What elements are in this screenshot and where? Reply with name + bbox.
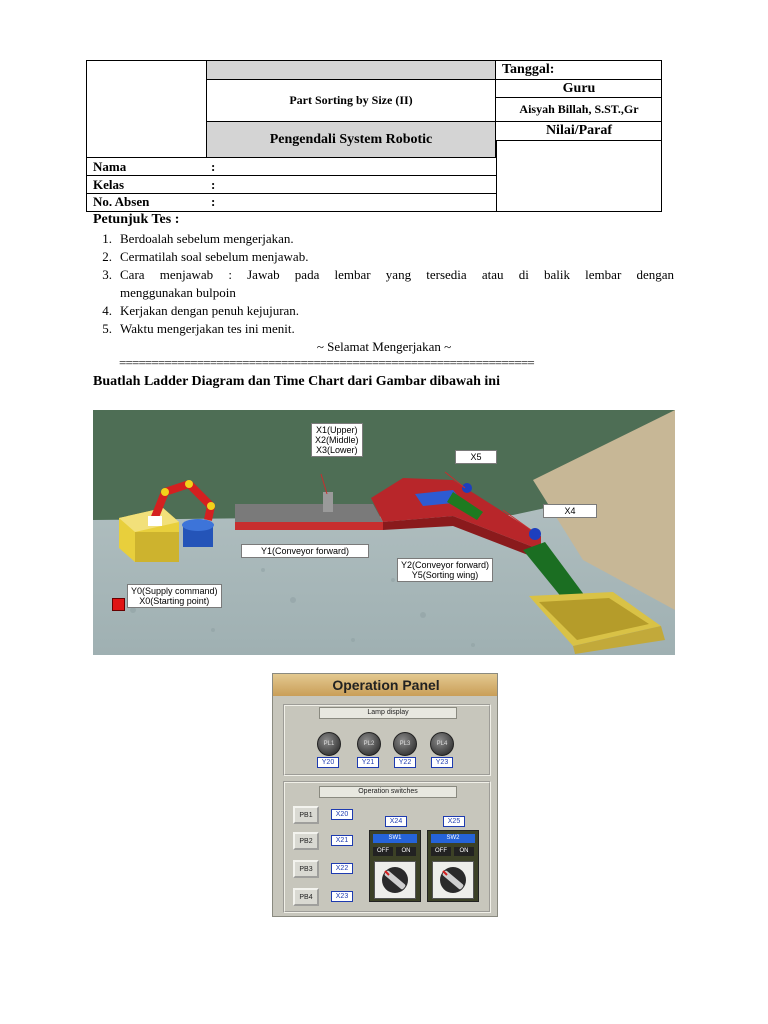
lamp-addr: Y20 (317, 757, 339, 768)
pb2-button[interactable]: PB2 (293, 832, 319, 850)
separator-line: ================================================================ (119, 355, 534, 370)
task-heading: Buatlah Ladder Diagram dan Time Chart dari Gambar dibawah ini (93, 374, 500, 389)
instruction-number: 2. (102, 249, 112, 264)
sw1-label: SW1 (373, 834, 417, 843)
y0-label: Y0(Supply command) (131, 586, 218, 596)
kelas-colon: : (211, 177, 216, 192)
panel-title: Operation Panel (273, 674, 498, 696)
absen-colon: : (211, 194, 216, 209)
lamp-pl3-icon: PL3 (393, 732, 417, 756)
sw1-selector[interactable] (369, 830, 421, 902)
sw2-off-label: OFF (431, 847, 451, 856)
x5-label: X5 (455, 450, 497, 464)
instructions-heading: Petunjuk Tes : (93, 212, 180, 227)
nilai-box (496, 141, 662, 211)
sw1-knob-icon[interactable] (374, 861, 416, 899)
sensor-lower-label: X3(Lower) (316, 445, 358, 455)
instruction-3 (94, 266, 674, 302)
switch-group-label: Operation switches (319, 786, 457, 798)
kelas-row (87, 176, 496, 194)
y2-y5-label (397, 558, 493, 582)
instruction-number: 5. (102, 321, 112, 336)
start-indicator[interactable] (112, 598, 125, 611)
y0-x0-label (127, 584, 222, 608)
sw2-label: SW2 (431, 834, 475, 843)
lamp-addr: Y21 (357, 757, 379, 768)
nama-label: Nama (93, 159, 127, 174)
lamp-pl2-icon: PL2 (357, 732, 381, 756)
instruction-2 (94, 248, 674, 266)
x4-label: X4 (543, 504, 597, 518)
tanggal-label: Tanggal: (496, 61, 662, 80)
instruction-5 (94, 320, 674, 338)
simulation-scene (93, 410, 675, 655)
exam-title: Part Sorting by Size (II) (207, 80, 496, 122)
kelas-label: Kelas (93, 177, 125, 192)
greeting: ~ Selamat Mengerjakan ~ (316, 339, 452, 354)
header-table (86, 60, 662, 212)
y2-label: Y2(Conveyor forward) (401, 560, 490, 570)
sw1-off-label: OFF (373, 847, 393, 856)
selector-addr: X25 (443, 816, 465, 827)
title-bar-top (207, 61, 496, 80)
lamp-group-label: Lamp display (319, 707, 457, 719)
y1-label: Y1(Conveyor forward) (241, 544, 369, 558)
lamp-pl4-icon: PL4 (430, 732, 454, 756)
sw2-on-label: ON (454, 847, 474, 856)
pb1-button[interactable]: PB1 (293, 806, 319, 824)
instruction-text: Kerjakan dengan penuh kejujuran. (120, 303, 300, 318)
nama-row (87, 158, 496, 176)
operation-panel (272, 673, 498, 917)
instruction-text: Cermatilah soal sebelum menjawab. (120, 249, 309, 264)
guru-label: Guru (496, 80, 662, 98)
sensor-middle-label: X2(Middle) (315, 435, 359, 445)
subject-title: Pengendali System Robotic (207, 122, 496, 158)
nama-colon: : (211, 159, 216, 174)
instruction-1 (94, 230, 674, 248)
lamp-addr: Y22 (394, 757, 416, 768)
pb3-button[interactable]: PB3 (293, 860, 319, 878)
pb4-button[interactable]: PB4 (293, 888, 319, 906)
simulation-illustration (93, 410, 675, 655)
instruction-4 (94, 302, 674, 320)
sw1-on-label: ON (396, 847, 416, 856)
lamp-pl1-icon: PL1 (317, 732, 341, 756)
instruction-number: 3. (102, 267, 112, 282)
sw2-selector[interactable] (427, 830, 479, 902)
sw2-knob-icon[interactable] (432, 861, 474, 899)
instruction-text-cont: menggunakan bulpoin (120, 285, 236, 300)
x0-label: X0(Starting point) (139, 596, 210, 606)
button-addr: X20 (331, 809, 353, 820)
button-addr: X22 (331, 863, 353, 874)
lamp-addr: Y23 (431, 757, 453, 768)
selector-addr: X24 (385, 816, 407, 827)
guru-name: Aisyah Billah, S.ST.,Gr (496, 98, 662, 122)
instruction-text: Waktu mengerjakan tes ini menit. (120, 321, 295, 336)
sensor-upper-label: X1(Upper) (316, 425, 358, 435)
absen-row (87, 194, 496, 211)
logo-cell (87, 61, 207, 158)
sensor-label (311, 423, 363, 457)
button-addr: X23 (331, 891, 353, 902)
absen-label: No. Absen (93, 194, 150, 209)
instruction-number: 4. (102, 303, 112, 318)
instruction-text: Berdoalah sebelum mengerjakan. (120, 231, 294, 246)
instruction-text: Cara menjawab : Jawab pada lembar yang tersedia atau di balik lembar dengan (120, 267, 674, 282)
button-addr: X21 (331, 835, 353, 846)
nilai-label: Nilai/Paraf (496, 122, 662, 141)
instruction-number: 1. (102, 231, 112, 246)
y5-label: Y5(Sorting wing) (411, 570, 479, 580)
